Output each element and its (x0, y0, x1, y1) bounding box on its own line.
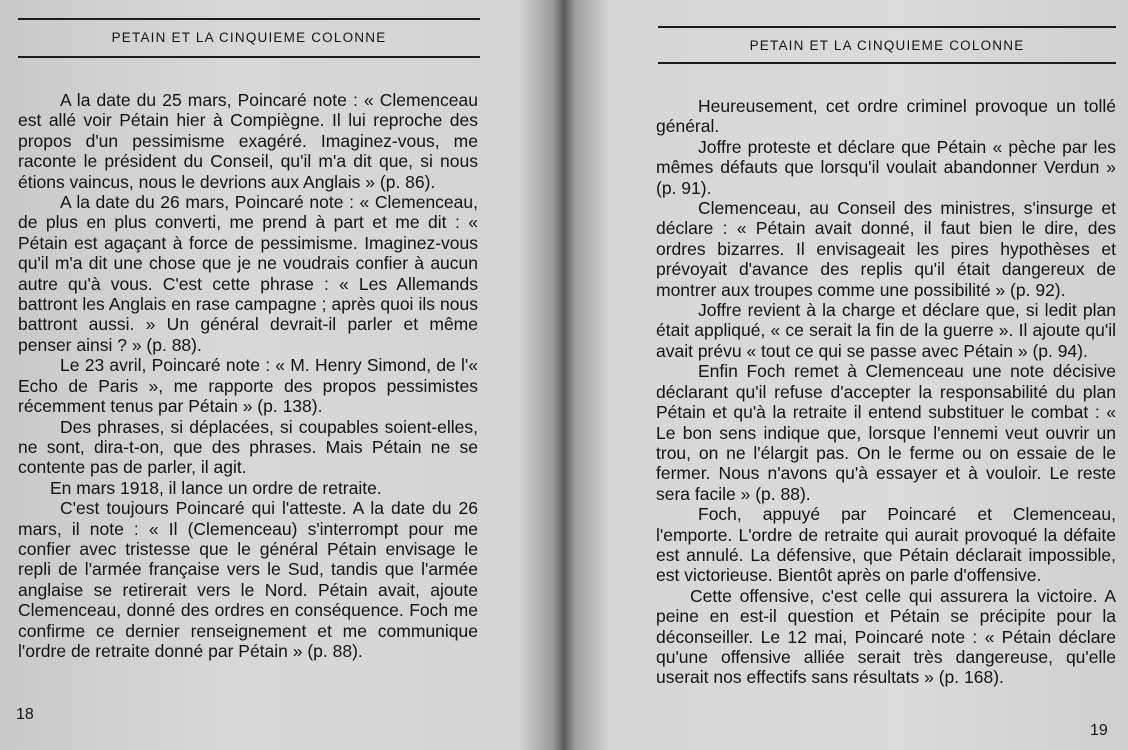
right-page (572, 0, 1128, 750)
header-rule-bottom (18, 56, 480, 58)
paragraph: Clemenceau, au Conseil des ministres, s'insurge et déclare : « Pétain avait donné, il faut bien le dire, des ordres bizarres. Il envisageait les pires hypothèses et prévoyait d'avance des replis qu'il était dangereux de montrer aux troupes comme une possibilité » (p. 92). (656, 198, 1116, 300)
paragraph: Des phrases, si déplacées, si coupables soient-elles, ne sont, dira-t-on, que des phrases. Mais Pétain ne se contente pas de parler, il agit. (18, 416, 478, 478)
paragraph: A la date du 25 mars, Poincaré note : « Clemenceau est allé voir Pétain hier à Compiègne. Il lui reproche des propos d'un pessimisme exagéré. Imaginez-vous, me raconte le président du Conseil, qu'il m'a dit que, si nous étions vaincus, nous le devrions aux Anglais » (p. 86). (18, 90, 478, 192)
paragraph: C'est toujours Poincaré qui l'atteste. A la date du 26 mars, il note : « Il (Clemenceau) s'interrompt pour me confier avec tristesse que le général Pétain envisage le repli de l'armée française vers le Sud, tandis que l'armée anglaise se retirerait vers le Nord. Pétain avait, ajoute Clemenceau, donné des ordres en conséquence. Foch me confirme ce dernier renseignement et me communique l'ordre de retraite donné par Pétain » (p. 88). (18, 498, 478, 661)
paragraph: Joffre proteste et déclare que Pétain « pèche par les mêmes défauts que lorsqu'il voulait abandonner Verdun » (p. 91). (656, 136, 1116, 198)
paragraph: Enfin Foch remet à Clemenceau une note décisive déclarant qu'il refuse d'accepter la responsabilité du plan Pétain et qu'à la retraite il entend substituer le combat : « Le bon sens indique que, lorsque l'ennemi veut ouvrir un trou, on ne l'élargit pas. On le ferme ou on essaie de le fermer. Nous n'avons qu'à essayer et à vouloir. Le reste sera facile » (p. 88). (656, 361, 1116, 504)
paragraph: Heureusement, cet ordre criminel provoque un tollé général. (656, 96, 1116, 137)
paragraph: A la date du 26 mars, Poincaré note : « Clemenceau, de plus en plus converti, me prend à part et me dit : « Pétain est agaçant à force de pessimisme. Imaginez-vous qu'il m'a dit une chose que je ne voudrais confier à aucun autre qu'à vous. C'est cette phrase : « Les Allemands battront les Anglais en rase campagne ; après quoi ils nous battront aussi. » Un général devrait-il parler et même penser ainsi ? » (p. 88). (18, 192, 478, 355)
running-head: PETAIN ET LA CINQUIEME COLONNE (111, 30, 387, 45)
paragraph: Joffre revient à la charge et déclare que, si ledit plan était appliqué, « ce serait la fin de la guerre ». Il ajoute qu'il avait prévu « tout ce qui se passe avec Pétain » (p. 94). (656, 300, 1116, 361)
header-rule-top (658, 26, 1116, 28)
body-text (18, 90, 478, 661)
page-number: 18 (16, 706, 34, 723)
page-number: 19 (1090, 722, 1108, 739)
paragraph: Le 23 avril, Poincaré note : « M. Henry Simond, de l'« Echo de Paris », me rapporte des propos pessimistes récemment tenus par Pétain » (p. 138). (18, 355, 478, 417)
header-rule-top (18, 18, 480, 20)
header-rule-bottom (658, 62, 1116, 64)
paragraph: Cette offensive, c'est celle qui assurera la victoire. A peine en est-il question et Pétain se précipite pour la déconseiller. Le 12 mai, Poincaré note : « Pétain déclare qu'une offensive alliée serait très dangereuse, qu'elle userait nos effectifs sans résultats » (p. 168). (656, 585, 1116, 688)
left-page (0, 0, 556, 750)
body-text (656, 96, 1116, 688)
paragraph: Foch, appuyé par Poincaré et Clemenceau, l'emporte. L'ordre de retraite qui aurait provoqué la défaite est annulé. La défensive, que Pétain déclarait impossible, est victorieuse. Bientôt après on parle d'offensive. (656, 504, 1116, 586)
paragraph: En mars 1918, il lance un ordre de retraite. (50, 477, 382, 498)
running-head: PETAIN ET LA CINQUIEME COLONNE (749, 38, 1025, 53)
